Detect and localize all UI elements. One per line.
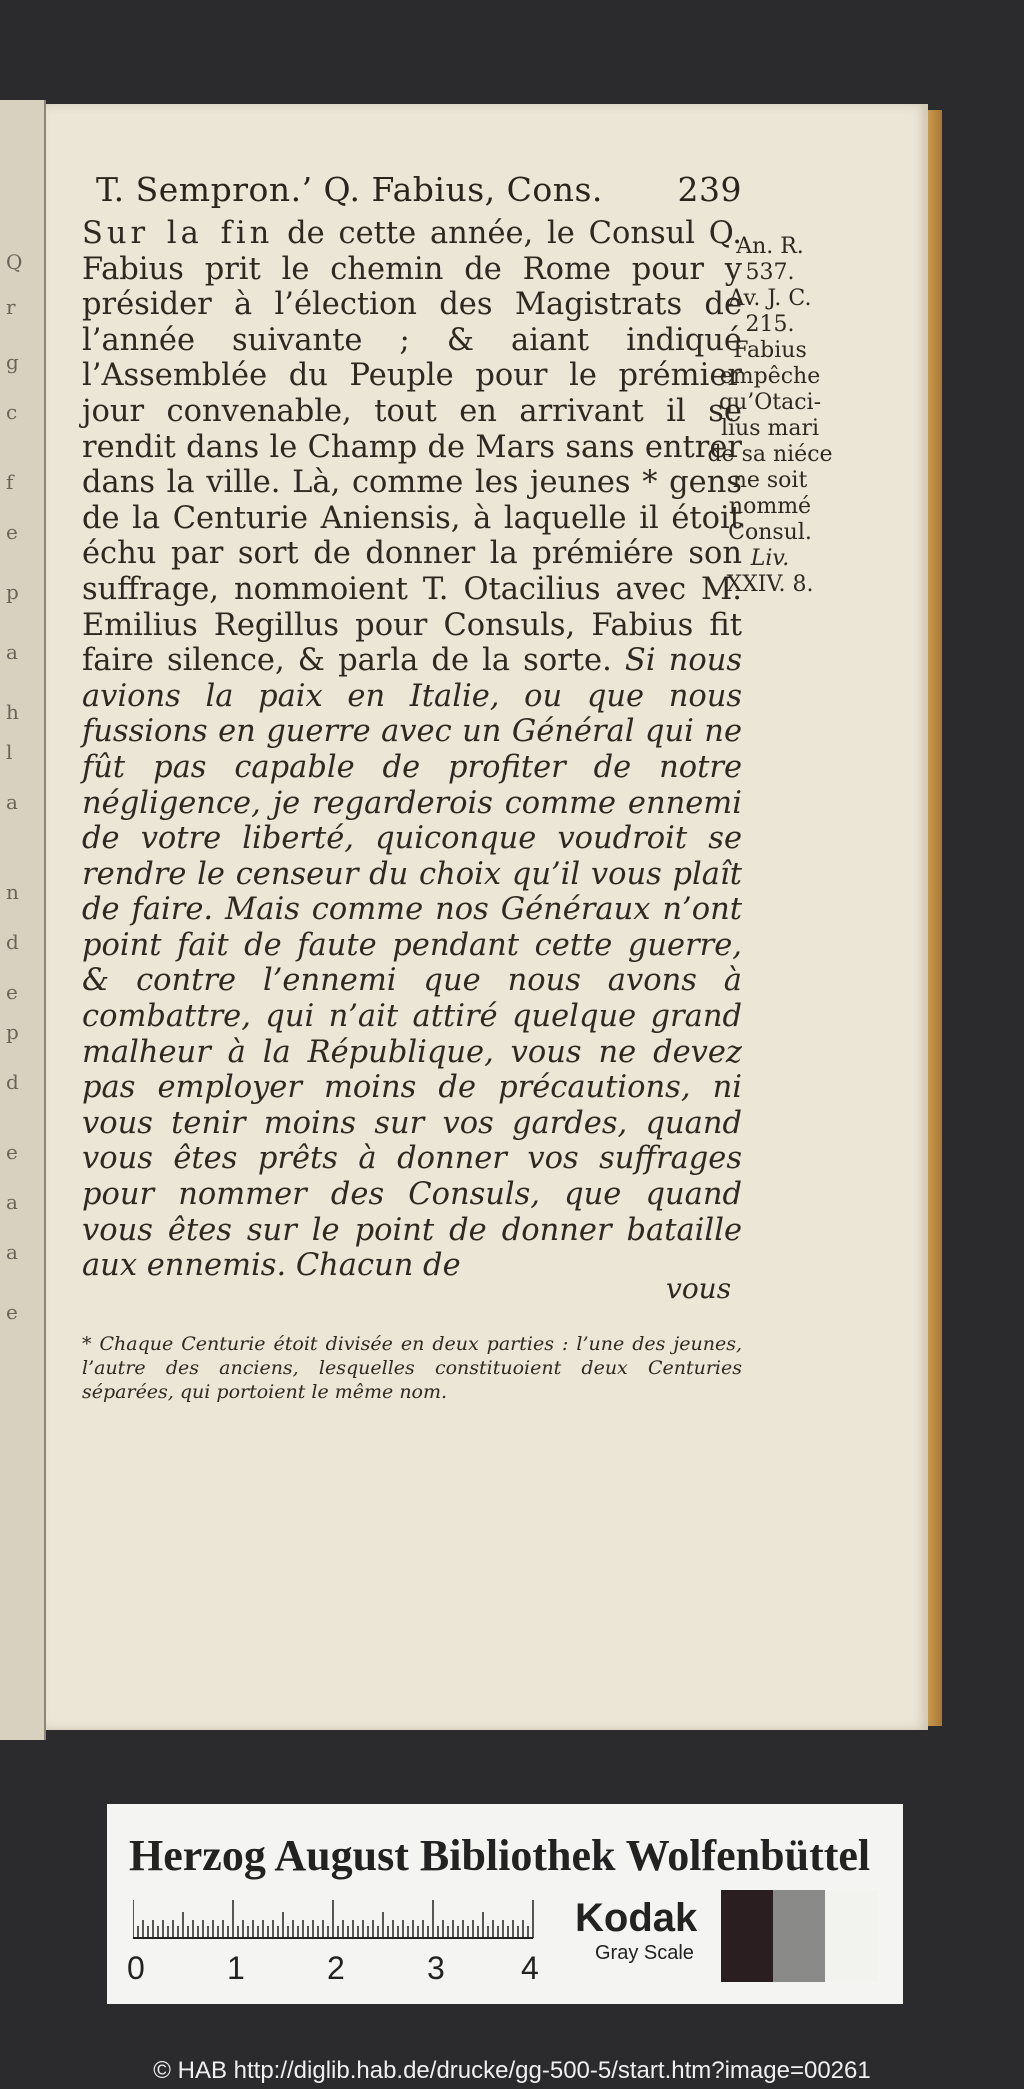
gray-patch-dark [721,1890,773,1982]
margin-note-line: lius mari [720,416,820,441]
kodak-logo: Kodak [575,1896,698,1940]
page-header [96,170,742,209]
main-text-roman: de cette année, le Consul Q. Fabius prit le chemin de Rome pour y présider à l’élection des Magistrats de l’année suivante ; & aiant indiqué l’Assemblée du Peuple pour le prémier jour convenable, tout en arrivant il se rendit dans le Champ de Mars sans entrer dans la ville. Là, comme les jeunes * gens de la Centurie Aniensis, à laquelle il étoit échu par sort de donner la prémiére son suffrage, nommoient T. Otacilius avec M. Emilius Regillus pour Consuls, Fabius fit faire silence, & parla de la sorte. [82,216,742,679]
main-text [82,216,742,1284]
ruler-number: 4 [521,1950,539,1986]
margin-note-line: Av. J. C. [728,286,812,311]
ruler-number: 0 [127,1950,145,1986]
margin-note-line: de sa niéce [707,442,833,467]
margin-note-line: nommé [728,494,812,519]
gray-patch-mid [773,1890,825,1982]
margin-note-line: empêche [719,364,821,389]
margin-note-line: 537. [745,260,795,285]
opening-small-caps: Sur la fin [82,216,274,251]
previous-page-edge: Q r g c f e p a h l a n d e p d e a a e [0,100,46,1740]
main-text-italic: Si nous avions la paix en Italie, ou que nous fussions en guerre avec un Général qui ne fût pas capable de profiter de notre négligence, je regarderois comme ennemi de votre liberté, quiconque voudroit se rendre le censeur du choix qu’il vous plaît de faire. Mais comme nos Généraux n’ont point fait de faute pendant cette guerre, & contre l’ennemi que nous avons à combattre, qui n’ait attiré quelque grand malheur à la République, vous ne devez pas employer moins de précautions, ni vous tenir moins sur vos gardes, quand vous êtes prêts à donner vos suffrages pour nommer des Consuls, que quand vous êtes sur le point de donner bataille aux ennemis. Chacun de [82,643,742,1284]
catchword: vous [666,1272,732,1305]
library-name: Herzog August Bibliothek Wolfenbüttel [129,1831,871,1880]
ruler-number: 1 [227,1950,245,1986]
margin-note-line: qu’Otaci- [718,390,822,415]
margin-note [700,234,840,598]
copyright-url: © HAB http://diglib.hab.de/drucke/gg-500-5/start.htm?image=00261 [153,2057,871,2084]
margin-note-line: Liv. [750,546,790,571]
margin-note-line: An. R. [736,234,804,259]
ruler-number: 3 [427,1950,445,1986]
color-calibration-card [107,1804,903,2004]
gray-scale-label: Gray Scale [595,1942,694,1964]
page-number: 239 [677,170,742,209]
margin-note-line: Fabius [733,338,807,363]
margin-note-line: XXIV. 8. [726,572,814,597]
gray-patch-light [825,1890,877,1982]
margin-note-line: ne soit [732,468,808,493]
page-gilt-edge [928,110,942,1726]
ruler-number: 2 [327,1950,345,1986]
footnote: * Chaque Centurie étoit divisée en deux parties : l’une des jeunes, l’autre des anciens, lesquelles constituoient deux Centuries séparées, qui portoient le même nom. [82,1333,742,1403]
running-head: T. Sempron.’ Q. Fabius, Cons. [96,170,603,209]
margin-note-line: 215. [745,312,795,337]
margin-note-line: Consul. [728,520,812,545]
book-page [46,104,928,1730]
